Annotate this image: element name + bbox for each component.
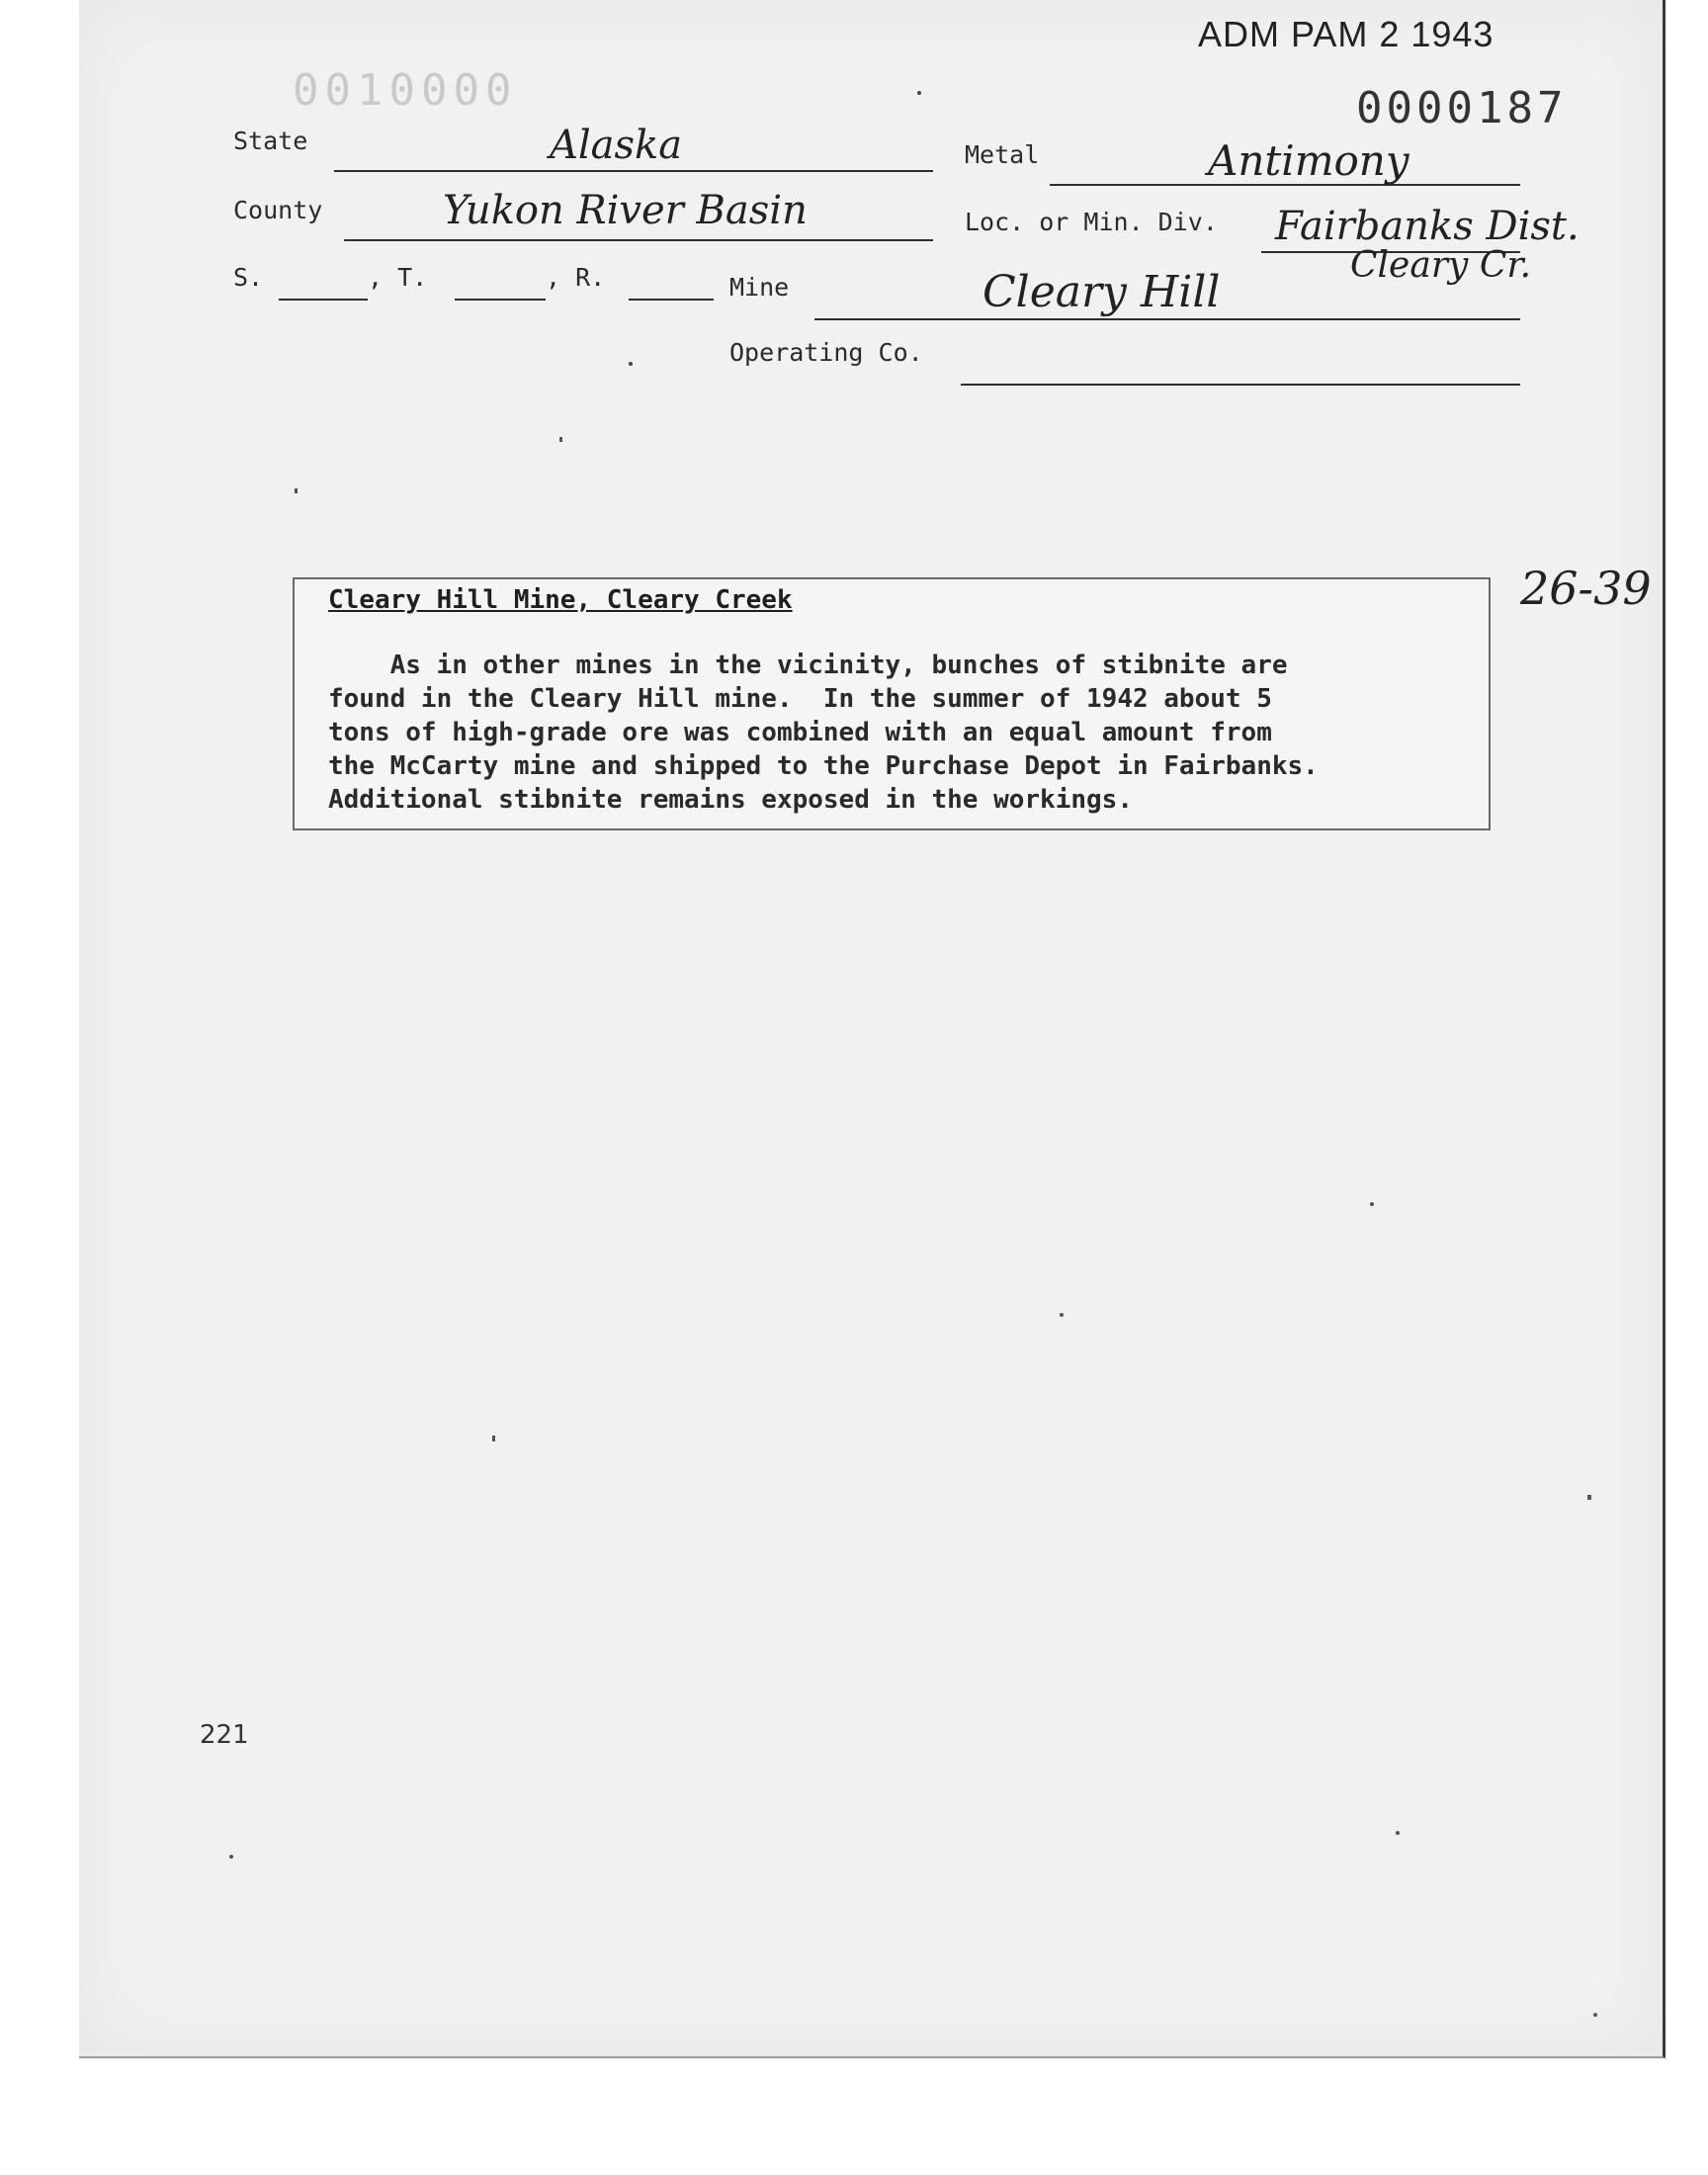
scan-speck: [1587, 1495, 1591, 1500]
location-value-line2: Cleary Cr.: [1350, 245, 1532, 286]
county-label: County: [233, 196, 323, 224]
range-label: , R.: [546, 263, 606, 292]
scan-speck: [1370, 1202, 1374, 1206]
scan-speck: [1396, 1831, 1400, 1835]
scan-speck: [229, 1855, 233, 1859]
section-underline: [279, 299, 368, 301]
township-underline: [455, 299, 546, 301]
state-value: Alaska: [550, 123, 683, 168]
state-label: State: [233, 127, 308, 155]
mine-value: Cleary Hill: [982, 267, 1221, 317]
metal-label: Metal: [965, 140, 1040, 169]
location-value-line1: Fairbanks Dist.: [1275, 204, 1580, 249]
note-line: Additional stibnite remains exposed in the workings.: [328, 785, 1133, 815]
range-underline: [629, 299, 714, 301]
section-label: S.: [233, 263, 264, 292]
metal-value: Antimony: [1208, 136, 1409, 185]
note-box: [293, 577, 1491, 830]
note-line: tons of high-grade ore was combined with an equal amount from: [328, 718, 1272, 747]
note-line: As in other mines in the vicinity, bunches of stibnite are: [328, 651, 1288, 680]
page-number: 221: [200, 1720, 249, 1750]
scan-speck: [295, 488, 298, 493]
note-line: the McCarty mine and shipped to the Purchase Depot in Fairbanks.: [328, 751, 1319, 781]
location-label: Loc. or Min. Div.: [965, 208, 1218, 236]
mine-label: Mine: [729, 273, 790, 302]
margin-note: 26-39: [1520, 562, 1652, 615]
scan-speck: [1593, 2013, 1597, 2017]
note-title: Cleary Hill Mine, Cleary Creek: [328, 585, 793, 615]
operating-company-label: Operating Co.: [729, 338, 923, 367]
state-underline: [334, 170, 933, 172]
scan-speck: [1060, 1313, 1064, 1317]
mine-underline: [814, 318, 1520, 320]
operating-company-underline: [961, 384, 1520, 386]
serial-number: 0000187: [1356, 83, 1568, 133]
township-label: , T.: [368, 263, 428, 292]
scan-speck: [559, 437, 562, 442]
scan-speck: [917, 91, 921, 95]
note-line: found in the Cleary Hill mine. In the summer of 1942 about 5: [328, 684, 1272, 714]
faded-serial-number: 0010000: [293, 65, 518, 116]
county-underline: [344, 239, 933, 241]
document-id: ADM PAM 2 1943: [1198, 14, 1494, 54]
scan-speck: [492, 1436, 495, 1441]
county-value: Yukon River Basin: [443, 188, 808, 233]
document-page: [79, 0, 1665, 2058]
scan-speck: [629, 362, 633, 366]
